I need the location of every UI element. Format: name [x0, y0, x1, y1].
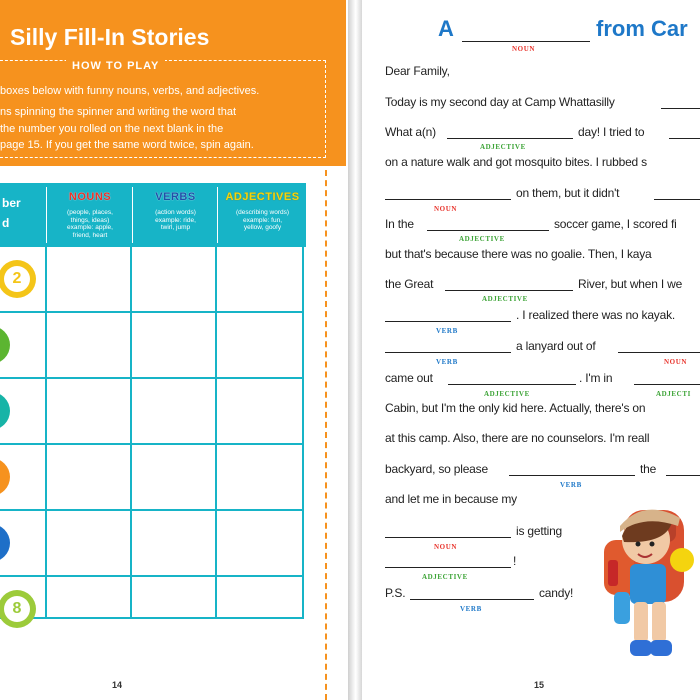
title-blank-label: NOUN: [512, 45, 536, 53]
story-blank[interactable]: [385, 199, 511, 200]
instruction-line-3: the number you rolled on the next blank in the: [0, 123, 224, 135]
story-blank[interactable]: [385, 352, 511, 353]
header-nouns: [46, 187, 133, 243]
page-number-right: 15: [534, 680, 545, 690]
story-line: a lanyard out of: [516, 339, 596, 353]
title-blank[interactable]: [462, 41, 590, 42]
right-page: [362, 0, 700, 700]
story-blank[interactable]: [654, 199, 700, 200]
verb-label: VERB: [436, 327, 458, 335]
story-line: . I realized there was no kayak.: [516, 308, 676, 322]
story-title-rest: from Car: [596, 16, 688, 41]
story-line: !: [513, 554, 517, 568]
story-blank[interactable]: [385, 537, 511, 538]
row-number-circle: [0, 524, 10, 562]
story-line: soccer game, I scored fi: [554, 217, 677, 231]
story-blank[interactable]: [385, 567, 511, 568]
story-blank[interactable]: [666, 475, 700, 476]
adjectives-title: ADJECTIVES: [225, 191, 300, 203]
adjective-label: ADJECTIVE: [482, 295, 528, 303]
instruction-line-4: page 15. If you get the same word twice, spin again.: [0, 139, 254, 151]
book-gutter: [348, 0, 362, 700]
adjectives-description: (describing words) example: fun, yellow, goofy: [235, 209, 290, 231]
story-line: In the: [385, 217, 414, 231]
row-number: 2: [4, 266, 30, 292]
row-number-circle: [0, 260, 36, 298]
story-blank[interactable]: [385, 321, 511, 322]
story-line: on a nature walk and got mosquito bites. I rubbed s: [385, 155, 647, 169]
table-header: [0, 183, 306, 247]
story-blank[interactable]: [427, 230, 549, 231]
story-blank[interactable]: [447, 138, 573, 139]
story-line: Dear Family,: [385, 64, 450, 78]
story-line: Today is my second day at Camp Whattasilly: [385, 95, 615, 109]
adjective-label: ADJECTIVE: [484, 390, 530, 398]
verbs-title: VERBS: [155, 191, 196, 203]
header-adjectives: [217, 187, 307, 243]
instruction-line-1: boxes below with funny nouns, verbs, and adjectives.: [0, 85, 260, 97]
nouns-description: (people, places, things, ideas) example: apple, friend, heart: [67, 209, 113, 239]
row-number-circle: [0, 392, 10, 430]
story-blank[interactable]: [634, 384, 700, 385]
story-line: came out: [385, 371, 433, 385]
adjective-label: ADJECTIVE: [480, 143, 526, 151]
page-title: Silly Fill-In Stories: [10, 24, 210, 50]
word-table: [0, 183, 306, 619]
story-blank[interactable]: [410, 599, 534, 600]
story-blank[interactable]: [445, 290, 573, 291]
verb-label: VERB: [460, 605, 482, 613]
row-number-circle: [0, 458, 10, 496]
story-line: is getting: [516, 524, 563, 538]
instruction-line-2: ns spinning the spinner and writing the word that: [0, 106, 237, 118]
story-blank[interactable]: [448, 384, 576, 385]
adjective-label: ADJECTIVE: [459, 235, 505, 243]
adjective-label: ADJECTIVE: [422, 573, 468, 581]
story-line: What a(n): [385, 125, 436, 139]
how-to-play-heading: HOW TO PLAY: [66, 60, 165, 72]
story-line: . I'm in: [579, 371, 613, 385]
story-line: P.S.: [385, 586, 406, 600]
number-rolled-header: ber d: [2, 196, 21, 230]
verb-label: VERB: [560, 481, 582, 489]
noun-label: NOUN: [434, 205, 458, 213]
nouns-title: NOUNS: [68, 191, 112, 203]
story-line: and let me in because my: [385, 492, 517, 506]
noun-label: NOUN: [434, 543, 458, 551]
row-number: 8: [4, 596, 30, 622]
row-number-circle: [0, 326, 10, 364]
row-number-circle: [0, 590, 36, 628]
story-line: the: [640, 462, 657, 476]
story-blank[interactable]: [661, 108, 700, 109]
story-line: Cabin, but I'm the only kid here. Actually, there's on: [385, 401, 646, 415]
story-line: the Great: [385, 277, 434, 291]
story-line: day! I tried to: [578, 125, 645, 139]
verb-label: VERB: [436, 358, 458, 366]
instructions-panel: [0, 0, 346, 166]
camper-kid-illustration: [594, 500, 700, 675]
story-blank[interactable]: [509, 475, 635, 476]
story-line: but that's because there was no goalie. Then, I kaya: [385, 247, 652, 261]
noun-label: NOUN: [664, 358, 688, 366]
story-title-a: A: [438, 16, 454, 41]
story-line: River, but when I we: [578, 277, 683, 291]
story-line: candy!: [539, 586, 574, 600]
story-blank[interactable]: [669, 138, 700, 139]
page-number-left: 14: [112, 680, 123, 690]
header-verbs: [132, 187, 218, 243]
dashed-divider: [325, 170, 327, 700]
story-line: on them, but it didn't: [516, 186, 620, 200]
left-page: [0, 0, 348, 700]
story-blank[interactable]: [618, 352, 700, 353]
story-line: at this camp. Also, there are no counselors. I'm reall: [385, 431, 650, 445]
story-line: backyard, so please: [385, 462, 488, 476]
table-body: [0, 247, 304, 619]
adjective-label: ADJECTI: [656, 390, 691, 398]
verbs-description: (action words) example: ride, twirl, jump: [155, 209, 196, 231]
